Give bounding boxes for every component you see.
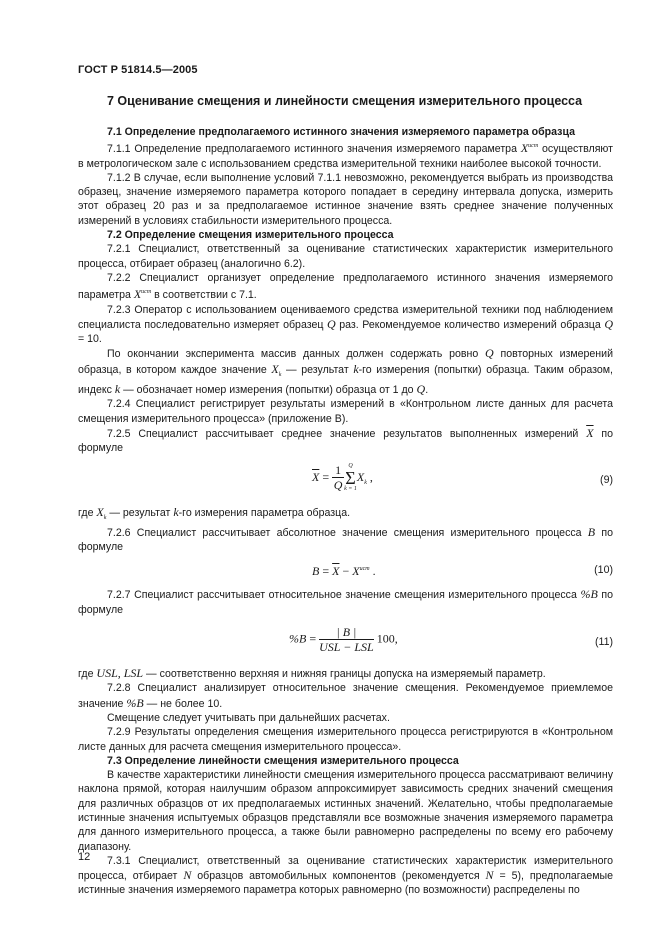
- section-title: 7 Оценивание смещения и линейности смещения измерительного процесса: [107, 94, 583, 108]
- formula-11-body: %B = $\frac{| B |}{\text{USL − LSL}}$ 100,: [289, 625, 398, 655]
- paragraph-7-2-9: 7.2.9 Результаты определения смещения измерительного процесса регистрируются в «Контрольном листе данных для расчета смещения измерительного процесса».: [78, 726, 613, 753]
- paragraph-note: Смещение следует учитывать при дальнейших расчетах.: [107, 711, 390, 724]
- page-number: 12: [78, 851, 91, 863]
- paragraph-dataset: По окончании эксперимента массив данных должен содержать ровно Q повторных измерений образца, в котором каждое значение $X_k$ — результат k-го измерения (попытки) образца. Таким образом, индекс k — обозначает номер измерения (попытки) образца от 1 до Q.: [78, 346, 613, 397]
- formula-10-number: (10): [594, 564, 613, 577]
- paragraph-7-2-1: 7.2.1 Специалист, ответственный за оценивание статистических характеристик измерительного процесса, отбирает образец (аналогично 6.2).: [78, 243, 613, 270]
- paragraph-7-2-3: 7.2.3 Оператор с использованием оцениваемого средства измерительной техники под наблюдением специалиста последовательно измеряет образец Q раз. Рекомендуемое количество измерений образца Q = 10.: [78, 303, 613, 346]
- document-header: ГОСТ Р 51814.5—2005: [78, 64, 198, 76]
- formula-11: [78, 622, 613, 660]
- formula-11-fraction: $\frac{| B |}{\text{USL − LSL}}$: [319, 625, 374, 655]
- sigma-symbol: Q Σ k = 1: [344, 462, 357, 492]
- document-body: [78, 125, 613, 898]
- paragraph-7-3-intro: В качестве характеристики линейности смещения измерительного процесса рассматривают величину наклона прямой, которая наилучшим образом аппроксимирует зависимость средних значений смещения для различных образцов от их предполагаемых истинных значений. Желательно, чтобы предполагаемые истинные значения испытуемых образцов представляли все возможные значения измеряемого параметра для данного измерительного процесса, а также были равномерно распределены по всему его рабочему диапазону.: [78, 769, 613, 853]
- formula-10-body: $B = \overline{X} - X^{ист}$ .: [312, 564, 376, 579]
- paragraph-7-3-1: 7.3.1 Специалист, ответственный за оценивание статистических характеристик измерительного процесса, отбирает N образцов автомобильных компонентов (рекомендуется N = 5), предполагаемые истинные значения измеряемого параметра которых равномерно (по возможности) распределены по: [78, 854, 613, 897]
- paragraph-7-2-5: 7.2.5 Специалист рассчитывает среднее значение результатов выполненных измерений $\overline{X}$ по формуле: [78, 425, 613, 455]
- formula-9-fraction: $\frac{1}{Q}$: [333, 463, 343, 493]
- formula-10: [78, 559, 613, 581]
- paragraph-7-2-7: 7.2.7 Специалист рассчитывает относительное значение смещения измерительного процесса %B по формуле: [78, 587, 613, 616]
- formula-9-number: (9): [600, 473, 613, 486]
- formula-11-number: (11): [594, 636, 613, 649]
- subsection-title-7-1: 7.1 Определение предполагаемого истинного значения измеряемого параметра образца: [107, 126, 575, 138]
- subsection-title-7-2: 7.2 Определение смещения измерительного процесса: [107, 229, 394, 242]
- formula-9: [78, 461, 613, 499]
- paragraph-7-2-6: 7.2.6 Специалист рассчитывает абсолютное значение смещения измерительного процесса B по формуле: [78, 524, 613, 554]
- paragraph-7-1-2: 7.1.2 В случае, если выполнение условий 7.1.1 невозможно, рекомендуется выбрать из производства образец, значение измеряемого параметра которого попадает в середину интервала допуска, измерить этот образец 20 раз и за предполагаемое истинное значение взять среднее значение полученных измерений в условиях стабильности измерительного процесса.: [78, 171, 613, 227]
- paragraph-7-2-4: 7.2.4 Специалист регистрирует результаты измерений в «Контрольном листе данных для расчета смещения измерительного процесса» (приложение В).: [78, 398, 613, 425]
- where-clause-11: где USL, LSL — соответственно верхняя и нижняя границы допуска на измеряемый параметр.: [78, 666, 546, 681]
- paragraph-7-2-8: 7.2.8 Специалист анализирует относительное значение смещения. Рекомендуемое приемлемое значение %B — не более 10.: [78, 682, 613, 710]
- subsection-title-7-3: 7.3 Определение линейности смещения измерительного процесса: [107, 754, 459, 767]
- paragraph-7-1-1: 7.1.1 Определение предполагаемого истинного значения измеряемого параметра $X^{ист}$ осуществляют в метрологическом зале с использованием средства измерительной техники наиболее высокой точности.: [78, 141, 613, 170]
- paragraph-7-2-2: 7.2.2 Специалист организует определение предполагаемого истинного значения измеряемого параметра $X^{ист}$ в соответствии с 7.1.: [78, 271, 613, 302]
- where-clause-9: где $X_k$ — результат k-го измерения параметра образца.: [78, 504, 351, 521]
- formula-9-body: $\overline{X}$ = $\frac{1}{Q}$ Q Σ k = 1 $X_k$ ,: [312, 462, 373, 493]
